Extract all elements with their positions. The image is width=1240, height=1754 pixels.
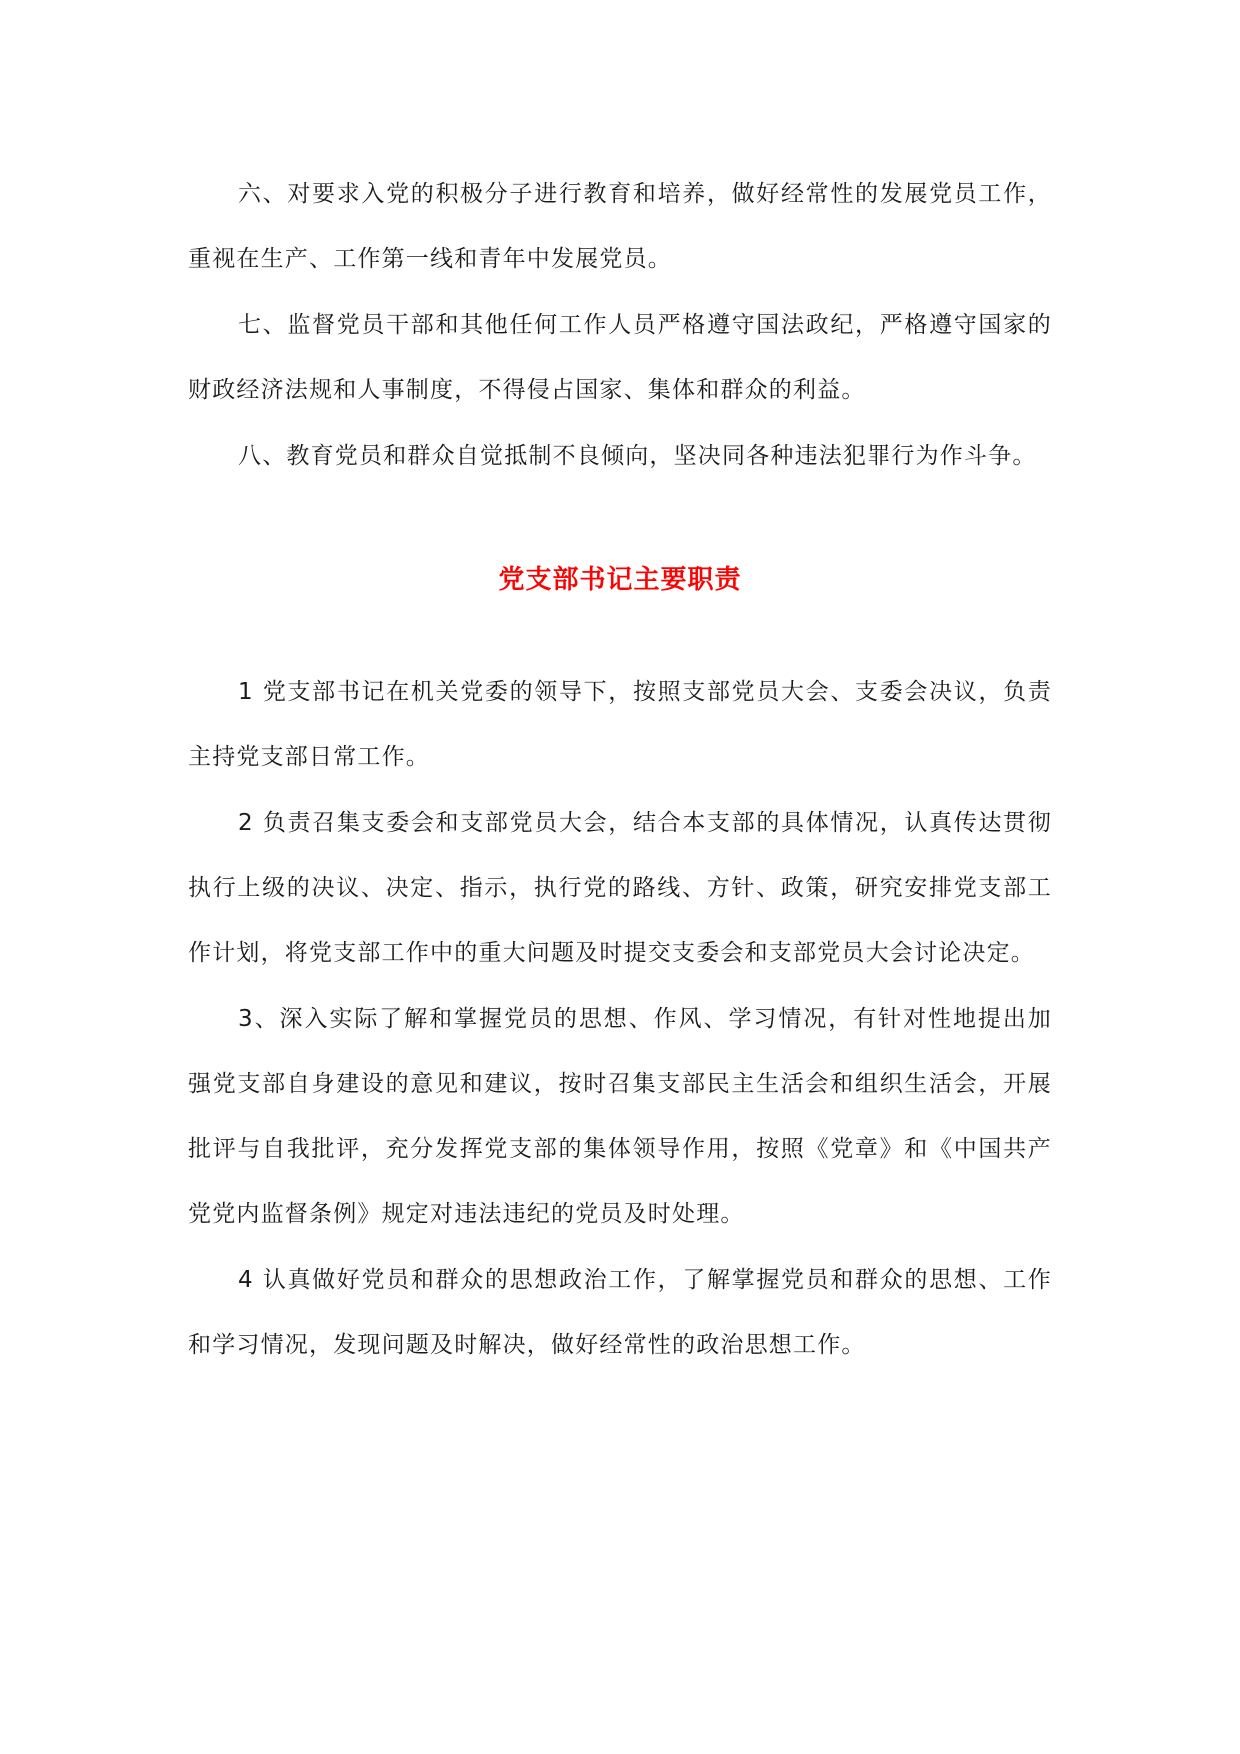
section-title: 党支部书记主要职责 [498,565,742,595]
duty-paragraph-4: 4 认真做好党员和群众的思想政治工作，了解掌握党员和群众的思想、工作和学习情况，发现问题及时解决，做好经常性的政治思想工作。 [188,1267,1052,1358]
duty-paragraph-3: 3、深入实际了解和掌握党员的思想、作风、学习情况，有针对性地提出加强党支部自身建设的意见和建议，按时召集支部民主生活会和组织生活会，开展批评与自我批评，充分发挥党支部的集体领导作用，按照《党章》和《中国共产党党内监督条例》规定对违法违纪的党员及时处理。 [188,1006,1052,1227]
spacer [188,490,1052,540]
document-body [188,162,1052,1379]
paragraph-item-7: 七、监督党员干部和其他任何工作人员严格遵守国法政纪，严格遵守国家的财政经济法规和人事制度，不得侵占国家、集体和群众的利益。 [188,312,1052,403]
duty-paragraph-1: 1 党支部书记在机关党委的领导下，按照支部党员大会、支委会决议，负责主持党支部日常工作。 [188,679,1052,770]
paragraph-item-8: 八、教育党员和群众自觉抵制不良倾向，坚决同各种违法犯罪行为作斗争。 [238,443,1037,469]
duty-paragraph-2: 2 负责召集支委会和支部党员大会，结合本支部的具体情况，认真传达贯彻执行上级的决议、决定、指示，执行党的路线、方针、政策，研究安排党支部工作计划，将党支部工作中的重大问题及时提交支委会和支部党员大会讨论决定。 [188,810,1052,966]
paragraph-item-6: 六、对要求入党的积极分子进行教育和培养，做好经常性的发展党员工作，重视在生产、工作第一线和青年中发展党员。 [188,181,1052,272]
spacer [188,620,1052,660]
